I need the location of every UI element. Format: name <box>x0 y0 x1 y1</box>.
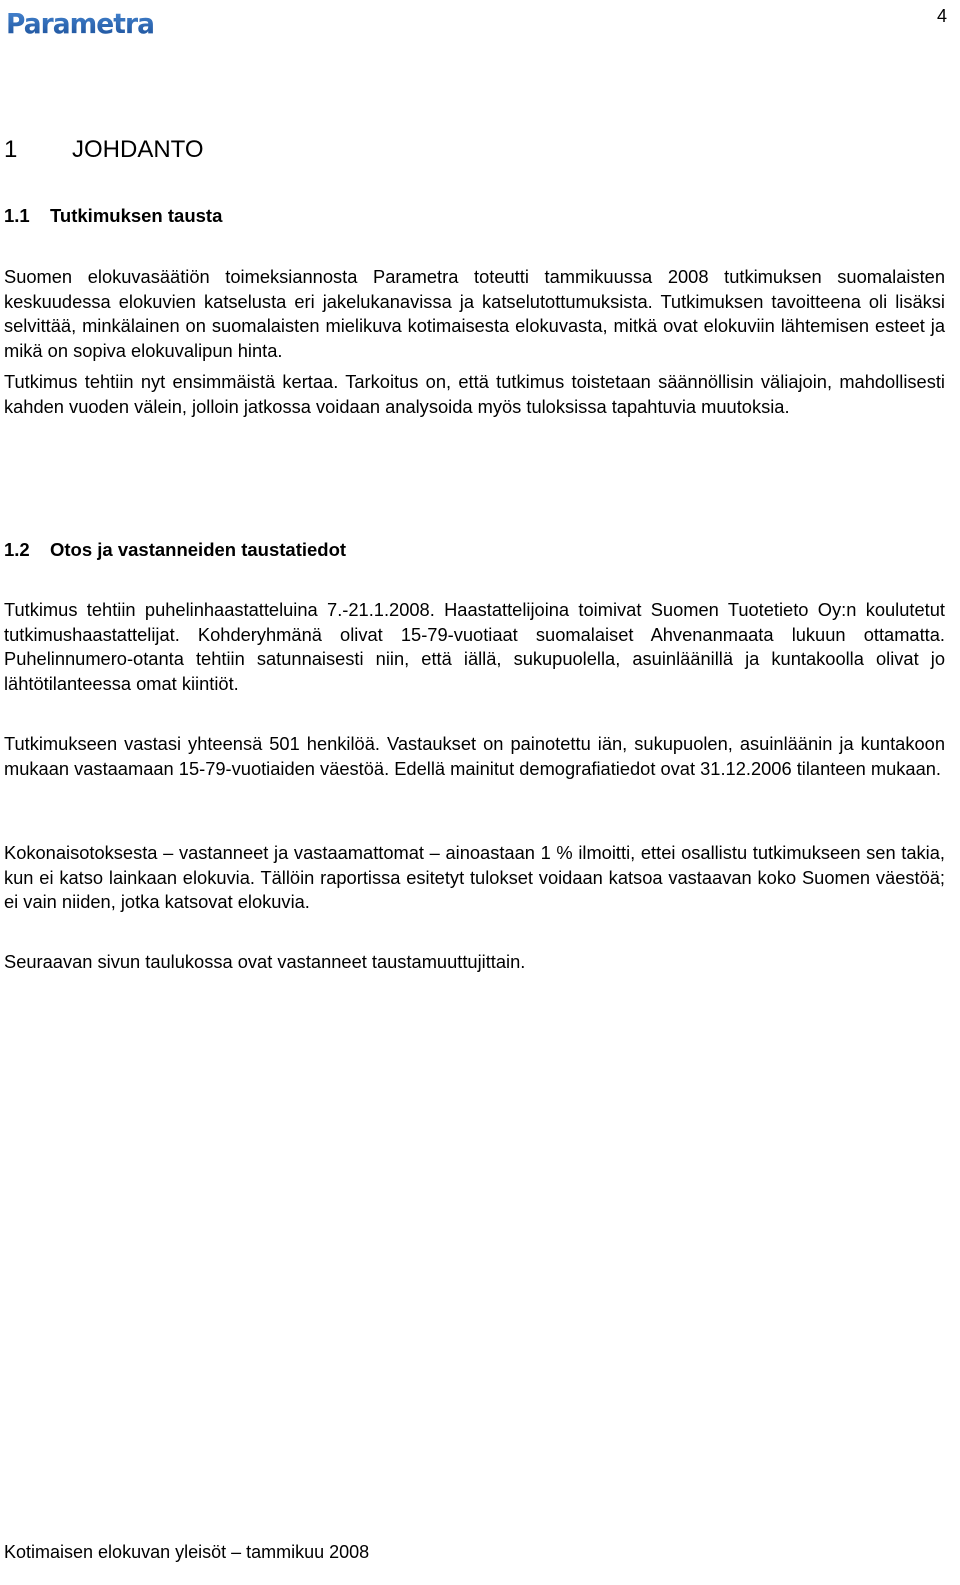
parametra-logo <box>6 8 156 38</box>
paragraph: Kokonaisotoksesta – vastanneet ja vastaamattomat – ainoastaan 1 % ilmoitti, ettei osallistu tutkimukseen sen takia, kun ei katso lainkaan elokuvia. Tällöin raportissa esitetyt tulokset voidaan katsoa vastaavan koko Suomen väestöä; ei vain niiden, jotka katsovat elokuvia. <box>4 842 945 912</box>
section-title: Otos ja vastanneiden taustatiedot <box>50 539 347 560</box>
paragraph: Tutkimus tehtiin nyt ensimmäistä kertaa. Tarkoitus on, että tutkimus toistetaan säännöllisin väliajoin, mahdollisesti kahden vuoden välein, jolloin jatkossa voidaan analysoida myös tuloksissa tapahtuvia muutoksia. <box>4 371 945 417</box>
chapter-number: 1 <box>4 136 18 163</box>
parametra-logo-graphic <box>6 8 156 38</box>
paragraph: Tutkimukseen vastasi yhteensä 501 henkilöä. Vastaukset on painotettu iän, sukupuolen, asuinläänin ja kuntakoon mukaan vastaamaan 15-79-vuotiaiden väestöä. Edellä mainitut demografiatiedot ovat 31.12.2006 tilanteen mukaan. <box>4 733 945 779</box>
section-number: 1.1 <box>4 205 30 226</box>
section-heading-1-2 <box>4 539 346 561</box>
section-title: Tutkimuksen tausta <box>50 205 223 226</box>
paragraph: Suomen elokuvasäätiön toimeksiannosta Parametra toteutti tammikuussa 2008 tutkimuksen suomalaisten keskuudessa elokuvien katselusta eri jakelukanavissa ja katselutottumuksista. Tutkimuksen tavoitteena oli lisäksi selvittää, minkälainen on suomalaisten mielikuva kotimaisesta elokuvasta, mitkä ovat elokuviin lähtemisen esteet ja mikä on sopiva elokuvalipun hinta. <box>4 266 945 361</box>
chapter-title: JOHDANTO <box>72 136 204 163</box>
section-heading-1-1 <box>4 205 222 227</box>
page-number: 4 <box>936 6 947 26</box>
paragraph: Seuraavan sivun taulukossa ovat vastanneet taustamuuttujittain. <box>4 951 526 972</box>
paragraph: Tutkimus tehtiin puhelinhaastatteluina 7.-21.1.2008. Haastattelijoina toimivat Suomen Tuotetieto Oy:n koulutetut tutkimushaastattelijat. Kohderyhmänä olivat 15-79-vuotiaat suomalaiset Ahvenanmaata lukuun ottamatta. Puhelinnumero-otanta tehtiin satunnaisesti niin, että iällä, sukupuolella, asuinläänillä ja kuntakoolla olivat jo lähtötilanteessa omat kiintiöt. <box>4 599 945 694</box>
page-footer: Kotimaisen elokuvan yleisöt – tammikuu 2008 <box>4 1542 370 1562</box>
svg-text:Parametra: Parametra <box>6 8 154 38</box>
chapter-heading <box>4 136 204 164</box>
section-number: 1.2 <box>4 539 30 560</box>
